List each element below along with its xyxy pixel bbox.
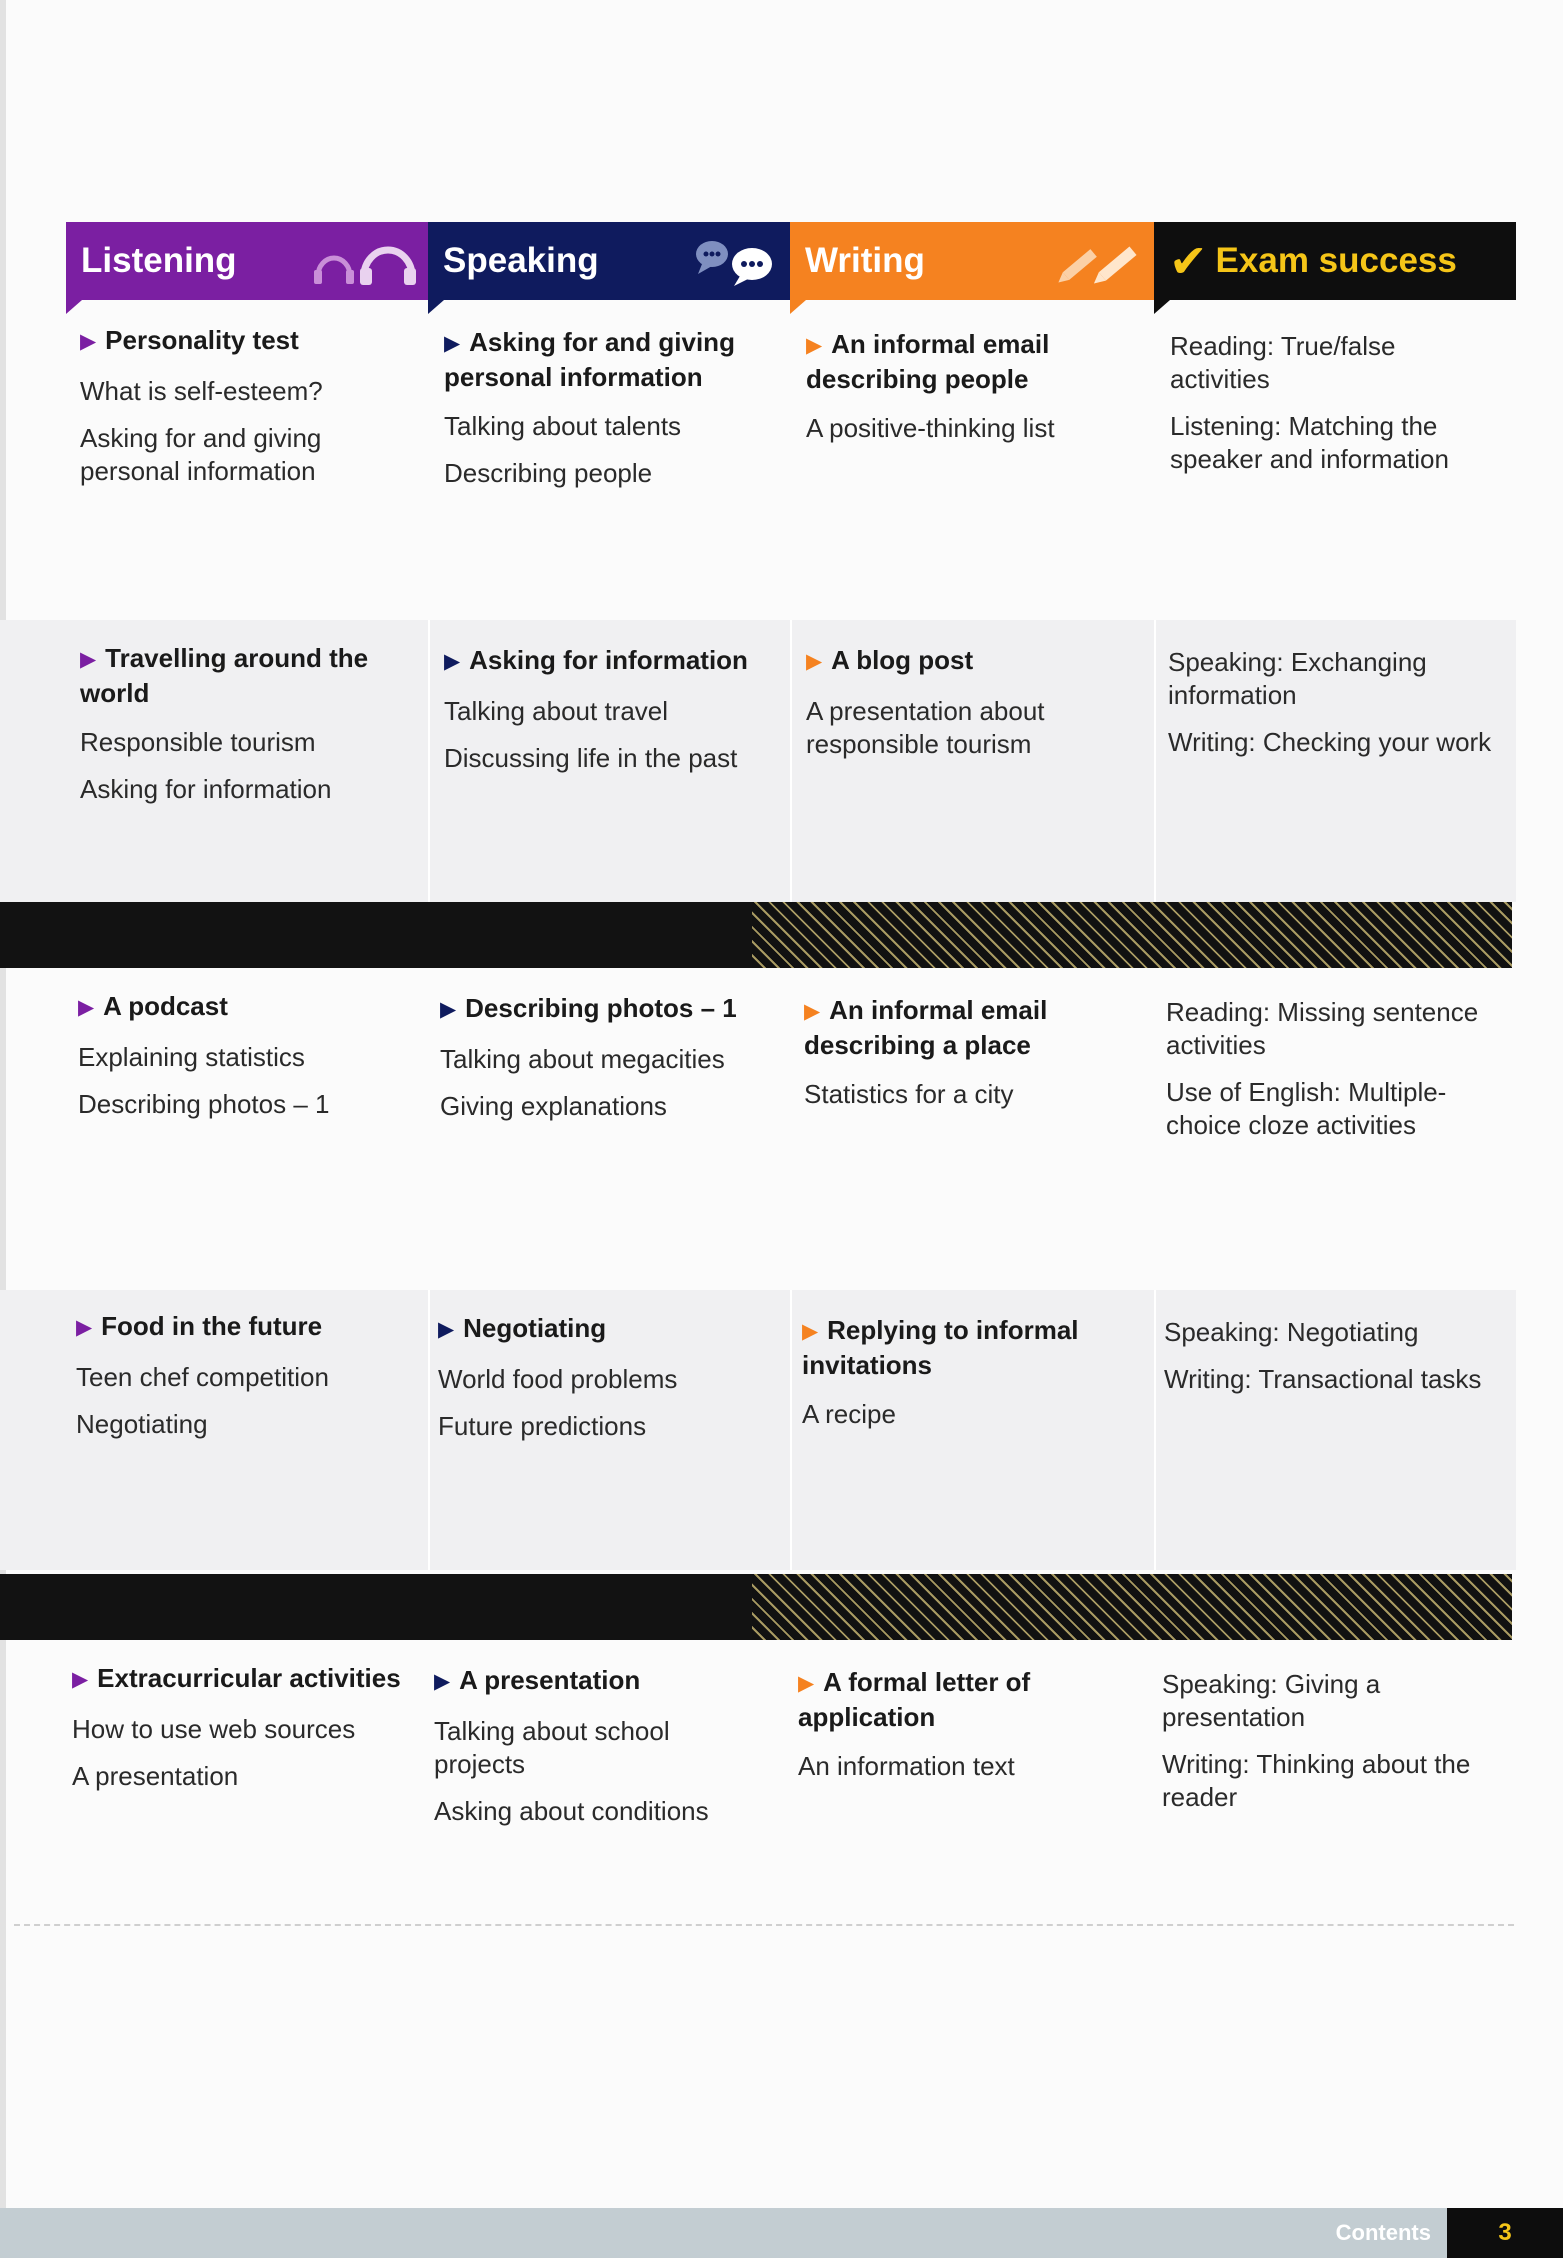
row-5-exam bbox=[1162, 1668, 1492, 1828]
lesson-title: ▶ Asking for information bbox=[444, 645, 748, 675]
lesson-item: Statistics for a city bbox=[804, 1079, 1014, 1109]
row-2-listening bbox=[80, 642, 410, 820]
play-arrow-icon: ▶ bbox=[444, 650, 461, 673]
header-speaking-label: Speaking bbox=[443, 241, 599, 280]
exam-item: Use of English: Multiple-choice cloze activities bbox=[1166, 1077, 1447, 1140]
row-3-listening bbox=[78, 990, 408, 1135]
page-number: 3 bbox=[1447, 2208, 1563, 2258]
play-arrow-icon: ▶ bbox=[72, 1668, 89, 1691]
lesson-item: How to use web sources bbox=[72, 1714, 356, 1744]
lesson-item: Talking about megacities bbox=[440, 1044, 725, 1074]
row-4-exam bbox=[1164, 1316, 1514, 1410]
lesson-title: ▶ Asking for and giving personal information bbox=[444, 327, 735, 392]
play-arrow-icon: ▶ bbox=[444, 332, 461, 355]
header-exam-label: Exam success bbox=[1215, 241, 1457, 280]
lesson-title: ▶ A presentation bbox=[434, 1665, 641, 1695]
lesson-title: ▶ A blog post bbox=[806, 645, 974, 675]
lesson-item: Future predictions bbox=[438, 1411, 647, 1441]
row-1-exam bbox=[1170, 330, 1500, 490]
play-arrow-icon: ▶ bbox=[806, 334, 823, 357]
header-listening bbox=[66, 222, 428, 300]
column-divider bbox=[428, 620, 430, 902]
lesson-item: Asking for information bbox=[80, 774, 332, 804]
divider-band-dark bbox=[0, 1574, 1512, 1640]
lesson-item: World food problems bbox=[438, 1364, 678, 1394]
play-arrow-icon: ▶ bbox=[806, 650, 823, 673]
row-5-writing bbox=[798, 1666, 1128, 1797]
lesson-item: Discussing life in the past bbox=[444, 743, 738, 773]
play-arrow-icon: ▶ bbox=[802, 1320, 819, 1343]
play-arrow-icon: ▶ bbox=[438, 1318, 455, 1341]
exam-item: Listening: Matching the speaker and information bbox=[1170, 411, 1449, 474]
lesson-title: ▶ Travelling around the world bbox=[80, 643, 369, 708]
lesson-title: ▶ Personality test bbox=[80, 325, 299, 355]
scan-edge bbox=[0, 0, 6, 2258]
lesson-title: ▶ Negotiating bbox=[438, 1313, 607, 1343]
pencil-icon bbox=[1052, 236, 1144, 295]
footer-bar bbox=[0, 2208, 1563, 2258]
header-notch bbox=[1154, 300, 1170, 314]
lesson-item: Giving explanations bbox=[440, 1091, 667, 1121]
lesson-item: Talking about school projects bbox=[434, 1716, 670, 1779]
lesson-item: Describing people bbox=[444, 458, 653, 488]
header-speaking bbox=[428, 222, 790, 300]
row-1-listening bbox=[80, 324, 410, 502]
play-arrow-icon: ▶ bbox=[76, 1316, 93, 1339]
row-1-writing bbox=[806, 328, 1136, 459]
header-writing bbox=[790, 222, 1154, 300]
section-divider bbox=[14, 1924, 1514, 1926]
row-4-listening bbox=[76, 1310, 406, 1455]
lesson-title: ▶ Extracurricular activities bbox=[72, 1663, 401, 1693]
exam-item: Writing: Thinking about the reader bbox=[1162, 1749, 1471, 1812]
exam-item: Speaking: Giving a presentation bbox=[1162, 1669, 1381, 1732]
row-1-speaking bbox=[444, 326, 774, 504]
row-2-exam bbox=[1168, 646, 1498, 773]
column-divider bbox=[1154, 620, 1156, 902]
lesson-item: A presentation about responsible tourism bbox=[806, 696, 1045, 759]
header-exam-success bbox=[1154, 222, 1516, 300]
lesson-item: Explaining statistics bbox=[78, 1042, 305, 1072]
lesson-item: A positive-thinking list bbox=[806, 413, 1055, 443]
row-3-speaking bbox=[440, 992, 770, 1137]
header-notch bbox=[428, 300, 444, 314]
footer-contents-label: Contents bbox=[1335, 2220, 1431, 2245]
column-divider bbox=[1154, 1290, 1156, 1570]
lesson-title: ▶ A formal letter of application bbox=[798, 1667, 1031, 1732]
play-arrow-icon: ▶ bbox=[798, 1672, 815, 1695]
lesson-item: Negotiating bbox=[76, 1409, 208, 1439]
speech-bubbles-icon bbox=[688, 236, 780, 295]
checkmark-icon: ✔ bbox=[1169, 235, 1208, 287]
column-divider bbox=[790, 1290, 792, 1570]
play-arrow-icon: ▶ bbox=[78, 996, 95, 1019]
headphones-icon bbox=[310, 236, 418, 295]
exam-item: Writing: Transactional tasks bbox=[1164, 1364, 1482, 1394]
divider-band-dark bbox=[0, 902, 1512, 968]
row-5-listening bbox=[72, 1662, 402, 1807]
exam-item: Reading: Missing sentence activities bbox=[1166, 997, 1479, 1060]
row-2-speaking bbox=[444, 644, 774, 789]
lesson-title: ▶ Food in the future bbox=[76, 1311, 323, 1341]
lesson-title: ▶ An informal email describing people bbox=[806, 329, 1050, 394]
lesson-item: Describing photos – 1 bbox=[78, 1089, 330, 1119]
play-arrow-icon: ▶ bbox=[80, 648, 97, 671]
lesson-item: What is self-esteem? bbox=[80, 376, 323, 406]
lesson-title: ▶ Replying to informal invitations bbox=[802, 1315, 1079, 1380]
header-notch bbox=[66, 300, 82, 314]
header-notch bbox=[790, 300, 806, 314]
lesson-item: A presentation bbox=[72, 1761, 239, 1791]
lesson-item: Responsible tourism bbox=[80, 727, 316, 757]
play-arrow-icon: ▶ bbox=[434, 1670, 451, 1693]
lesson-item: Teen chef competition bbox=[76, 1362, 329, 1392]
row-3-exam bbox=[1166, 996, 1496, 1156]
play-arrow-icon: ▶ bbox=[80, 330, 97, 353]
lesson-item: An information text bbox=[798, 1751, 1015, 1781]
column-divider bbox=[790, 620, 792, 902]
column-divider bbox=[428, 1290, 430, 1570]
lesson-item: Talking about travel bbox=[444, 696, 669, 726]
lesson-title: ▶ A podcast bbox=[78, 991, 228, 1021]
row-5-speaking bbox=[434, 1664, 764, 1842]
exam-item: Writing: Checking your work bbox=[1168, 727, 1492, 757]
exam-item: Speaking: Negotiating bbox=[1164, 1317, 1419, 1347]
header-listening-label: Listening bbox=[81, 241, 237, 280]
play-arrow-icon: ▶ bbox=[440, 998, 457, 1021]
lesson-title: ▶ Describing photos – 1 bbox=[440, 993, 737, 1023]
row-3-writing bbox=[804, 994, 1134, 1125]
lesson-item: A recipe bbox=[802, 1399, 896, 1429]
header-writing-label: Writing bbox=[805, 241, 925, 280]
lesson-item: Asking about conditions bbox=[434, 1796, 709, 1826]
row-4-writing bbox=[802, 1314, 1132, 1445]
exam-item: Speaking: Exchanging information bbox=[1168, 647, 1427, 710]
lesson-item: Asking for and giving personal information bbox=[80, 423, 322, 486]
lesson-item: Talking about talents bbox=[444, 411, 682, 441]
play-arrow-icon: ▶ bbox=[804, 1000, 821, 1023]
exam-item: Reading: True/false activities bbox=[1170, 331, 1396, 394]
row-4-speaking bbox=[438, 1312, 768, 1457]
lesson-title: ▶ An informal email describing a place bbox=[804, 995, 1048, 1060]
row-2-writing bbox=[806, 644, 1136, 775]
